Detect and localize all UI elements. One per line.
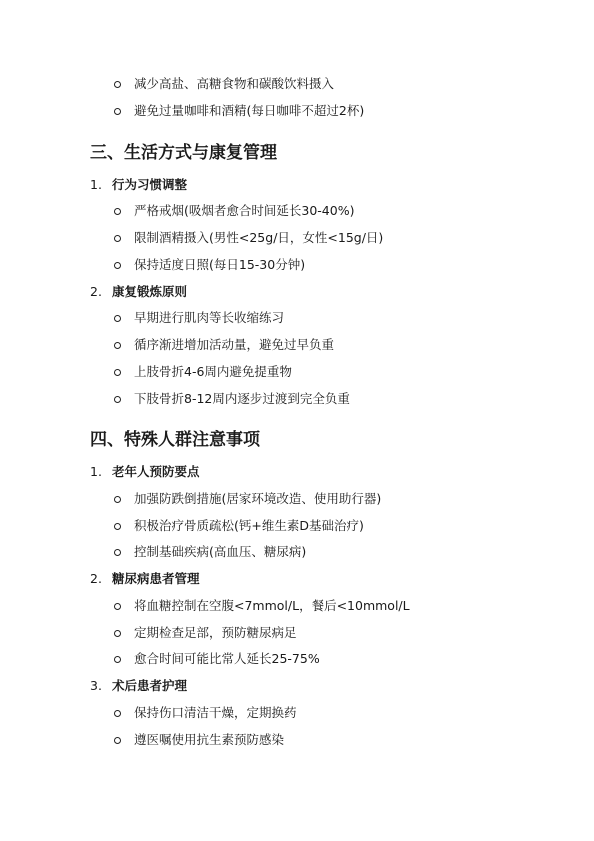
circle-bullet-icon xyxy=(114,81,121,88)
subsection-number: 3. xyxy=(90,678,102,693)
circle-bullet-icon xyxy=(114,630,121,637)
subsection-label: 糖尿病患者管理 xyxy=(112,571,200,586)
subsection-heading xyxy=(90,676,187,696)
list-item-text: 减少高盐、高糖食物和碳酸饮料摄入 xyxy=(134,76,335,91)
section-heading: 四、特殊人群注意事项 xyxy=(90,430,260,450)
circle-bullet-icon xyxy=(114,496,121,503)
list-item xyxy=(114,228,383,248)
list-item xyxy=(114,623,297,643)
circle-bullet-icon xyxy=(114,396,121,403)
list-item-text: 下肢骨折8-12周内逐步过渡到完全负重 xyxy=(134,391,350,406)
subsection-number: 2. xyxy=(90,284,102,299)
circle-bullet-icon xyxy=(114,603,121,610)
list-item xyxy=(114,362,292,382)
list-item-text: 遵医嘱使用抗生素预防感染 xyxy=(134,732,285,747)
subsection-label: 术后患者护理 xyxy=(112,678,188,693)
circle-bullet-icon xyxy=(114,208,121,215)
list-item xyxy=(114,389,350,409)
list-item-text: 避免过量咖啡和酒精(每日咖啡不超过2杯) xyxy=(134,103,365,118)
circle-bullet-icon xyxy=(114,108,121,115)
list-item-text: 早期进行肌肉等长收缩练习 xyxy=(134,310,285,325)
list-item xyxy=(114,542,306,562)
list-item-text: 加强防跌倒措施(居家环境改造、使用助行器) xyxy=(134,491,382,506)
subsection-heading xyxy=(90,175,187,195)
list-item xyxy=(114,596,410,616)
list-item-text: 保持伤口清洁干燥，定期换药 xyxy=(134,705,297,720)
list-item-text: 严格戒烟(吸烟者愈合时间延长30-40%) xyxy=(134,203,355,218)
list-item-text: 限制酒精摄入(男性<25g/日，女性<15g/日) xyxy=(134,230,384,245)
list-item xyxy=(114,74,334,94)
circle-bullet-icon xyxy=(114,342,121,349)
subsection-heading xyxy=(90,462,200,482)
circle-bullet-icon xyxy=(114,549,121,556)
list-item xyxy=(114,335,334,355)
circle-bullet-icon xyxy=(114,315,121,322)
list-item-text: 定期检查足部，预防糖尿病足 xyxy=(134,625,297,640)
circle-bullet-icon xyxy=(114,523,121,530)
list-item xyxy=(114,101,364,121)
list-item xyxy=(114,489,381,509)
section-heading: 三、生活方式与康复管理 xyxy=(90,143,277,163)
list-item-text: 循序渐进增加活动量，避免过早负重 xyxy=(134,337,335,352)
list-item xyxy=(114,703,297,723)
list-item xyxy=(114,649,320,669)
list-item-text: 保持适度日照(每日15-30分钟) xyxy=(134,257,306,272)
subsection-label: 康复锻炼原则 xyxy=(112,284,188,299)
subsection-heading xyxy=(90,569,200,589)
list-item xyxy=(114,308,284,328)
list-item-text: 积极治疗骨质疏松(钙+维生素D基础治疗) xyxy=(134,518,364,533)
subsection-number: 2. xyxy=(90,571,102,586)
subsection-label: 行为习惯调整 xyxy=(112,177,188,192)
subsection-number: 1. xyxy=(90,464,102,479)
list-item-text: 上肢骨折4-6周内避免提重物 xyxy=(134,364,292,379)
subsection-heading xyxy=(90,282,187,302)
list-item xyxy=(114,730,284,750)
circle-bullet-icon xyxy=(114,262,121,269)
circle-bullet-icon xyxy=(114,656,121,663)
circle-bullet-icon xyxy=(114,369,121,376)
subsection-label: 老年人预防要点 xyxy=(112,464,200,479)
list-item xyxy=(114,201,354,221)
list-item-text: 将血糖控制在空腹<7mmol/L，餐后<10mmol/L xyxy=(134,598,410,613)
circle-bullet-icon xyxy=(114,235,121,242)
list-item-text: 控制基础疾病(高血压、糖尿病) xyxy=(134,544,307,559)
circle-bullet-icon xyxy=(114,737,121,744)
circle-bullet-icon xyxy=(114,710,121,717)
list-item xyxy=(114,255,305,275)
list-item-text: 愈合时间可能比常人延长25-75% xyxy=(134,651,320,666)
subsection-number: 1. xyxy=(90,177,102,192)
list-item xyxy=(114,516,364,536)
